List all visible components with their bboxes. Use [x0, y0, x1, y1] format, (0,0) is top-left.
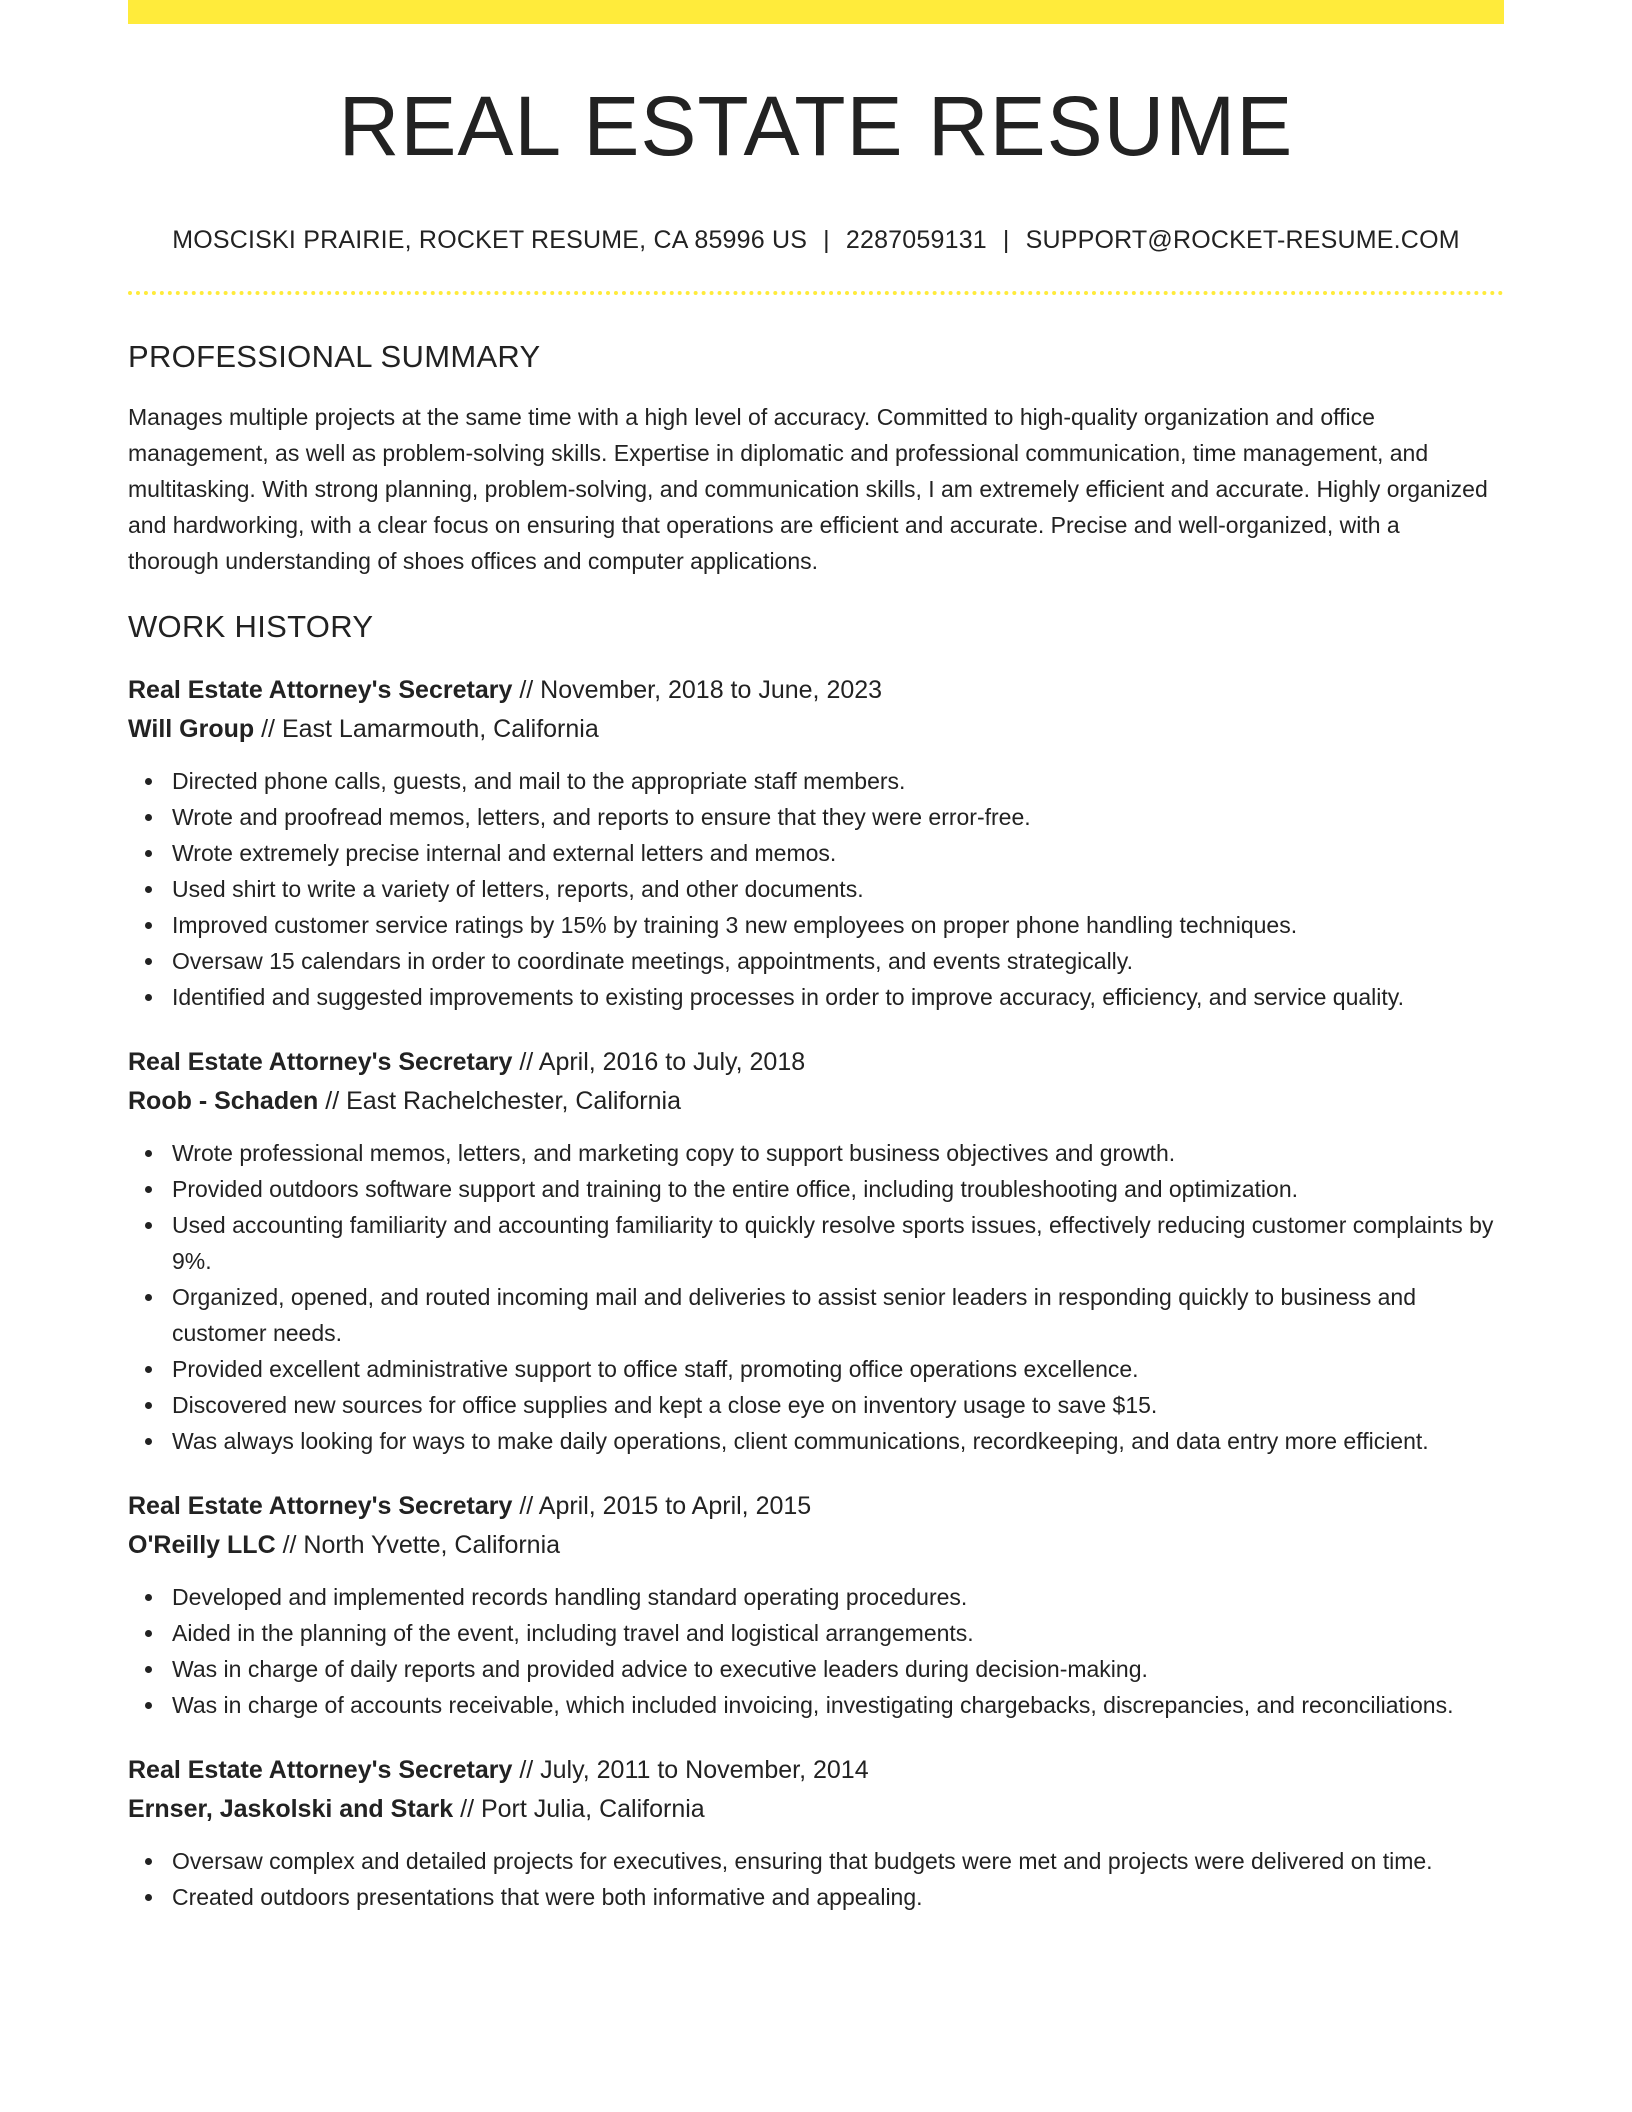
summary-text: Manages multiple projects at the same time with a high level of accuracy. Committed to high-quality organization and office management, as well as problem-solving skills. Expertise in diplomatic and professional communication, time management, and multitasking. With strong planning, problem-solving, and communication skills, I am extremely efficient and accurate. Highly organized and hardworking, with a clear focus on ensuring that operations are efficient and accurate. Precise and well-organized, with a thorough understanding of shoes offices and computer applications. [128, 404, 1488, 575]
job-dates: // July, 2011 to November, 2014 [512, 1756, 869, 1785]
job-bullet: Organized, opened, and routed incoming mail and deliveries to assist senior leaders in responding quickly to business and customer needs. [172, 1279, 1504, 1351]
job-bullet: Was always looking for ways to make daily operations, client communications, recordkeeping, and data entry more efficient. [172, 1423, 1504, 1459]
job-company-line [128, 710, 1504, 749]
job-location: // East Lamarmouth, California [254, 715, 599, 744]
job-bullet: Created outdoors presentations that were both informative and appealing. [172, 1879, 1504, 1915]
job-location: // Port Julia, California [453, 1795, 705, 1824]
job-bullets [128, 1843, 1504, 1915]
job-dates: // April, 2016 to July, 2018 [512, 1048, 806, 1077]
contact-phone: 2287059131 [845, 226, 987, 255]
job-bullet: Was in charge of daily reports and provided advice to executive leaders during decision-making. [172, 1651, 1504, 1687]
job-bullet: Oversaw 15 calendars in order to coordinate meetings, appointments, and events strategically. [172, 943, 1504, 979]
job-company-line [128, 1790, 1504, 1829]
job-bullet: Identified and suggested improvements to existing processes in order to improve accuracy, efficiency, and service quality. [172, 979, 1504, 1015]
job-bullets [128, 1579, 1504, 1723]
job-company: Roob - Schaden [128, 1087, 319, 1116]
job-title: Real Estate Attorney's Secretary [128, 1492, 513, 1521]
job-title: Real Estate Attorney's Secretary [128, 676, 513, 705]
job-location: // East Rachelchester, California [318, 1087, 681, 1116]
job-title-line [128, 1751, 1504, 1790]
job-bullet: Used shirt to write a variety of letters, reports, and other documents. [172, 871, 1504, 907]
summary-heading: PROFESSIONAL SUMMARY [128, 339, 541, 375]
job-company-line [128, 1526, 1504, 1565]
job-company: Will Group [128, 715, 255, 744]
contact-address: MOSCISKI PRAIRIE, ROCKET RESUME, CA 85996 US [172, 226, 808, 255]
job-entry [128, 1751, 1504, 1915]
job-bullet: Oversaw complex and detailed projects for executives, ensuring that budgets were met and projects were delivered on time. [172, 1843, 1504, 1879]
job-entry [128, 1487, 1504, 1723]
contact-email: SUPPORT@ROCKET-RESUME.COM [1025, 226, 1460, 255]
job-bullet: Aided in the planning of the event, including travel and logistical arrangements. [172, 1615, 1504, 1651]
job-bullets [128, 1135, 1504, 1459]
job-bullet: Wrote and proofread memos, letters, and reports to ensure that they were error-free. [172, 799, 1504, 835]
contact-separator: | [1002, 226, 1010, 255]
job-company-line [128, 1082, 1504, 1121]
job-bullet: Provided excellent administrative support to office staff, promoting office operations excellence. [172, 1351, 1504, 1387]
resume-page [128, 0, 1504, 1915]
job-bullet: Developed and implemented records handling standard operating procedures. [172, 1579, 1504, 1615]
accent-top-bar [128, 0, 1504, 24]
contact-separator: | [823, 226, 830, 255]
job-company: Ernser, Jaskolski and Stark [128, 1795, 454, 1824]
job-bullets [128, 763, 1504, 1015]
job-entry [128, 671, 1504, 1015]
work-history-heading: WORK HISTORY [128, 609, 374, 645]
job-bullet: Wrote extremely precise internal and external letters and memos. [172, 835, 1504, 871]
job-location: // North Yvette, California [275, 1531, 561, 1560]
job-title-line [128, 1043, 1504, 1082]
job-bullet: Improved customer service ratings by 15% by training 3 new employees on proper phone handling techniques. [172, 907, 1504, 943]
dotted-divider [128, 291, 1504, 295]
job-bullet: Wrote professional memos, letters, and marketing copy to support business objectives and growth. [172, 1135, 1504, 1171]
job-entry [128, 1043, 1504, 1459]
job-dates: // November, 2018 to June, 2023 [512, 676, 883, 705]
job-title-line [128, 671, 1504, 710]
job-bullet: Was in charge of accounts receivable, which included invoicing, investigating chargebacks, discrepancies, and reconciliations. [172, 1687, 1504, 1723]
job-bullet: Directed phone calls, guests, and mail to the appropriate staff members. [172, 763, 1504, 799]
contact-line [128, 226, 1504, 255]
job-title-line [128, 1487, 1504, 1526]
job-dates: // April, 2015 to April, 2015 [512, 1492, 812, 1521]
job-bullet: Discovered new sources for office supplies and kept a close eye on inventory usage to save $15. [172, 1387, 1504, 1423]
job-company: O'Reilly LLC [128, 1531, 276, 1560]
work-history-list [128, 671, 1504, 1915]
job-title: Real Estate Attorney's Secretary [128, 1048, 513, 1077]
job-title: Real Estate Attorney's Secretary [128, 1756, 513, 1785]
resume-title: REAL ESTATE RESUME [338, 79, 1294, 173]
job-bullet: Provided outdoors software support and training to the entire office, including troubleshooting and optimization. [172, 1171, 1504, 1207]
job-bullet: Used accounting familiarity and accounting familiarity to quickly resolve sports issues, effectively reducing customer complaints by 9%. [172, 1207, 1504, 1279]
